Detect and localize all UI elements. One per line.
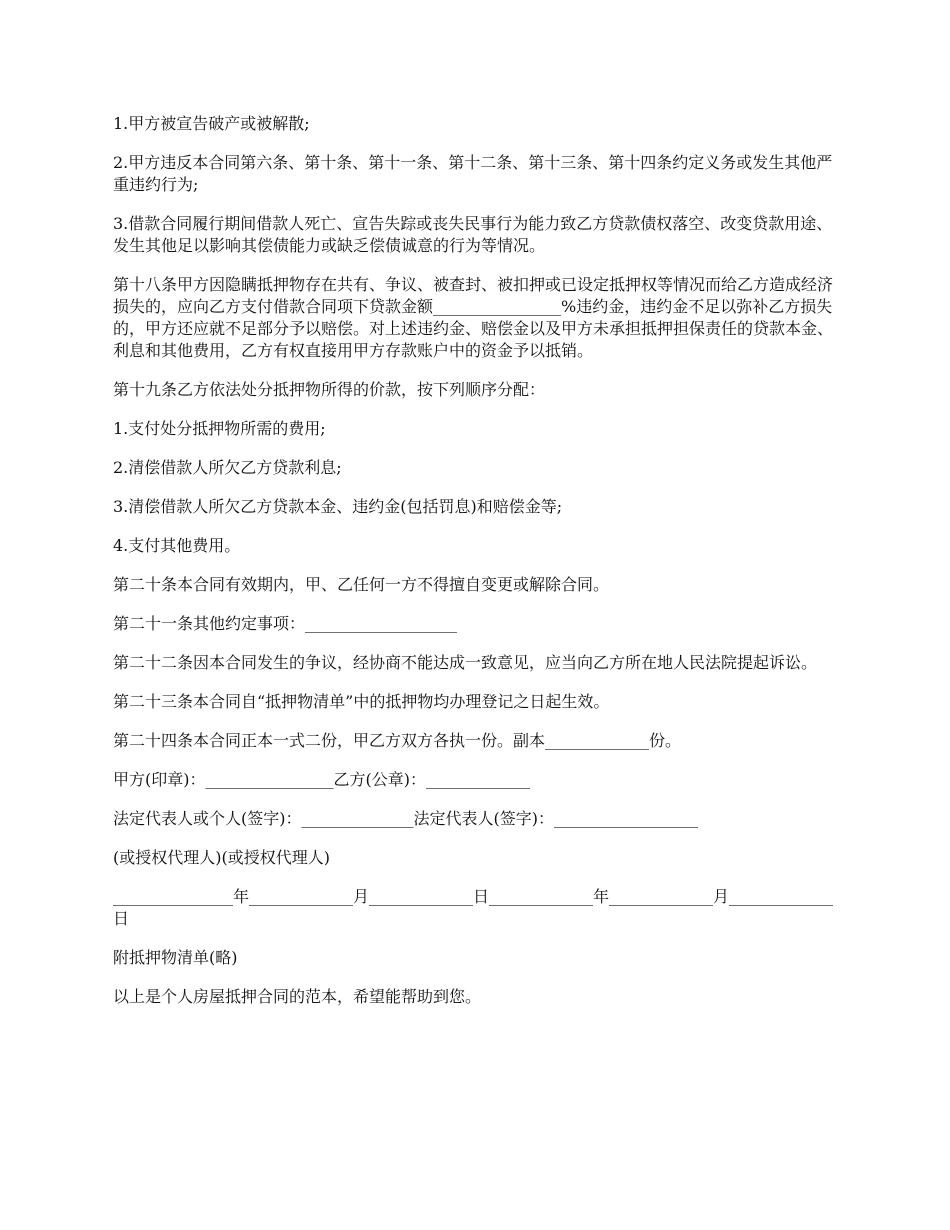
clause-item-3: 3.借款合同履行期间借款人死亡、宣告失踪或丧失民事行为能力致乙方贷款债权落空、改变贷款用途、发生其他足以影响其偿债能力或缺乏偿债诚意的行为等情况。 — [113, 214, 833, 255]
closing-note: 以上是个人房屋抵押合同的范本，希望能帮助到您。 — [113, 987, 482, 1006]
article-20: 第二十条本合同有效期内，甲、乙任何一方不得擅自变更或解除合同。 — [113, 575, 610, 594]
distribution-item-1: 1.支付处分抵押物所需的费用; — [113, 419, 326, 438]
distribution-item-3: 3.清偿借款人所欠乙方贷款本金、违约金(包括罚息)和赔偿金等; — [113, 497, 563, 516]
article-22: 第二十二条因本合同发生的争议，经协商不能达成一致意见，应当向乙方所在地人民法院提起诉讼。 — [113, 653, 818, 672]
distribution-item-2: 2.清偿借款人所欠乙方贷款利息; — [113, 458, 342, 477]
article-21: 第二十一条其他约定事项：___________________ — [113, 614, 458, 633]
article-19: 第十九条乙方依法处分抵押物所得的价款，按下列顺序分配： — [113, 380, 546, 399]
clause-item-1: 1.甲方被宣告破产或被解散; — [113, 114, 310, 133]
date-line: _______________年_____________月_____________日_____________年_____________月_____________日 — [113, 887, 834, 928]
representative-signature-line: 法定代表人或个人(签字)：______________法定代表人(签字)：__________________ — [113, 809, 698, 828]
appendix-note: 附抵押物清单(略) — [113, 948, 238, 967]
authorized-agent-line: (或授权代理人)(或授权代理人) — [113, 848, 330, 867]
article-23: 第二十三条本合同自“抵押物清单”中的抵押物均办理登记之日起生效。 — [113, 692, 610, 711]
distribution-item-4: 4.支付其他费用。 — [113, 536, 241, 555]
article-24: 第二十四条本合同正本一式二份，甲乙方双方各执一份。副本_____________份。 — [113, 731, 682, 750]
clause-item-2: 2.甲方违反本合同第六条、第十条、第十一条、第十二条、第十三条、第十四条约定义务或发生其他严重违约行为; — [113, 153, 833, 194]
party-seal-line: 甲方(印章)：________________乙方(公章)：_____________ — [113, 770, 530, 789]
article-18: 第十八条甲方因隐瞒抵押物存在共有、争议、被查封、被扣押或已设定抵押权等情况而给乙方造成经济损失的，应向乙方支付借款合同项下贷款金额________________%违约金，违约金不足以弥补乙方损失的，甲方还应就不足部分予以赔偿。对上述违约金、赔偿金以及甲方未承担抵押担保责任的贷款本金、利息和其他费用，乙方有权直接用甲方存款账户中的资金予以抵销。 — [113, 275, 834, 360]
